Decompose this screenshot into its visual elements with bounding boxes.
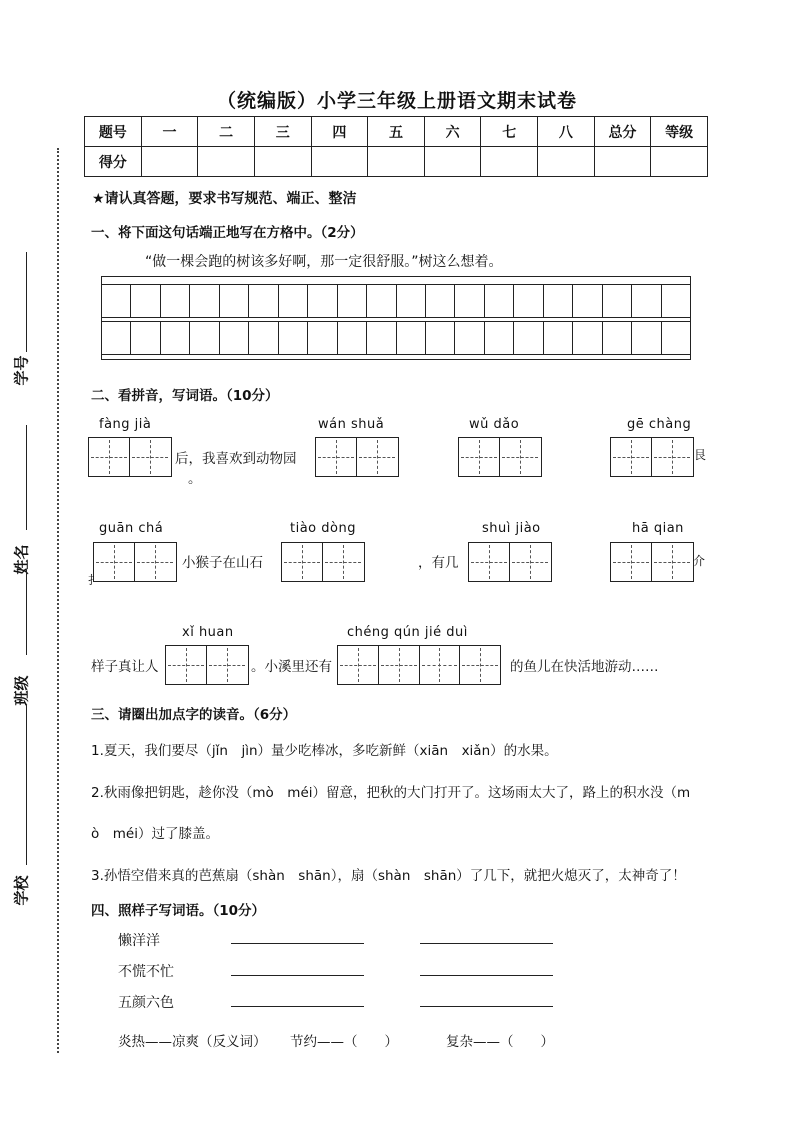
tianzige-shuijiao[interactable] bbox=[468, 542, 552, 582]
section1-heading: 一、将下面这句话端正地写在方格中。（2分） bbox=[91, 225, 364, 241]
writing-grid-cell[interactable] bbox=[514, 322, 543, 354]
writing-grid-cell[interactable] bbox=[190, 322, 219, 354]
pinyin-haqian: hā qian bbox=[632, 521, 684, 536]
writing-grid-cell[interactable] bbox=[603, 285, 632, 317]
pinyin-wudao: wǔ dǎo bbox=[469, 417, 520, 432]
writing-grid-cell[interactable] bbox=[455, 285, 484, 317]
student-id-line[interactable] bbox=[26, 252, 27, 352]
instructions-notice: ★请认真答题，要求书写规范、端正、整洁 bbox=[92, 191, 357, 207]
page-title: （统编版）小学三年级上册语文期末试卷 bbox=[216, 90, 577, 112]
score-col-6: 六 bbox=[424, 117, 481, 147]
writing-grid-row-1 bbox=[102, 284, 690, 318]
score-cell[interactable] bbox=[368, 147, 425, 177]
score-header-row bbox=[85, 117, 708, 147]
writing-grid-cell[interactable] bbox=[338, 285, 367, 317]
score-col-5: 五 bbox=[368, 117, 425, 147]
section2-heading: 二、看拼音，写词语。（10分） bbox=[91, 388, 279, 404]
writing-grid-cell[interactable] bbox=[279, 322, 308, 354]
student-id-label: 学号 bbox=[12, 355, 31, 386]
tianzige-wudao[interactable] bbox=[458, 437, 542, 477]
writing-grid-cell[interactable] bbox=[397, 285, 426, 317]
writing-grid-cell[interactable] bbox=[220, 285, 249, 317]
writing-grid-cell[interactable] bbox=[426, 322, 455, 354]
writing-grid-cell[interactable] bbox=[367, 285, 396, 317]
writing-grid-cell[interactable] bbox=[485, 322, 514, 354]
writing-grid-cell[interactable] bbox=[131, 285, 160, 317]
writing-grid-cell[interactable] bbox=[161, 322, 190, 354]
score-col-label: 题号 bbox=[85, 117, 142, 147]
name-label: 姓名 bbox=[12, 544, 31, 575]
score-col-1: 一 bbox=[141, 117, 198, 147]
question3-2a: 2.秋雨像把钥匙，趁你没（mò méi）留意，把秋的大门打开了。这场雨太大了，路上的积水没（m bbox=[91, 785, 691, 801]
text-monkey: 小猴子在山石 bbox=[182, 555, 263, 571]
writing-grid-cell[interactable] bbox=[662, 322, 690, 354]
writing-grid-cell[interactable] bbox=[573, 285, 602, 317]
section1-sentence: “做一棵会跑的树该多好啊，那一定很舒服。”树这么想着。 bbox=[145, 254, 503, 270]
writing-grid-cell[interactable] bbox=[131, 322, 160, 354]
answer-blank[interactable] bbox=[420, 975, 553, 976]
question3-3: 3.孙悟空借来真的芭蕉扇（shàn shān），扇（shàn shān）了几下，就把火熄灭了，太神奇了！ bbox=[91, 868, 686, 884]
answer-blank[interactable] bbox=[231, 1006, 364, 1007]
question3-1: 1.夏天，我们要尽（jǐn jìn）量少吃棒冰，多吃新鲜（xiān xiǎn）的水果。 bbox=[91, 743, 558, 759]
score-cell[interactable] bbox=[198, 147, 255, 177]
writing-grid-cell[interactable] bbox=[662, 285, 690, 317]
pinyin-wanshua: wán shuǎ bbox=[318, 417, 385, 432]
text-fragment: 扌 bbox=[88, 573, 101, 587]
tianzige-guancha[interactable] bbox=[93, 542, 177, 582]
answer-blank[interactable] bbox=[231, 943, 364, 944]
text-fragment: 。 bbox=[188, 471, 202, 487]
score-cell[interactable] bbox=[141, 147, 198, 177]
score-cell[interactable] bbox=[424, 147, 481, 177]
section4-heading: 四、照样子写词语。（10分） bbox=[91, 903, 266, 919]
text-after-fangjia: 后，我喜欢到动物园 bbox=[175, 451, 297, 467]
writing-grid-cell[interactable] bbox=[514, 285, 543, 317]
score-col-total: 总分 bbox=[594, 117, 651, 147]
writing-grid-cell[interactable] bbox=[632, 285, 661, 317]
text-stream: 。小溪里还有 bbox=[251, 659, 332, 675]
example-word-3: 五颜六色 bbox=[118, 995, 174, 1011]
score-col-2: 二 bbox=[198, 117, 255, 147]
school-line[interactable] bbox=[26, 705, 27, 865]
text-fragment: 介 bbox=[693, 554, 706, 568]
antonym-jieyue[interactable]: 节约——（ ） bbox=[290, 1034, 398, 1050]
writing-grid-cell[interactable] bbox=[308, 322, 337, 354]
antonym-fuza[interactable]: 复杂——（ ） bbox=[446, 1034, 554, 1050]
writing-grid-cell[interactable] bbox=[102, 322, 131, 354]
pinyin-gechang: gē chàng bbox=[627, 417, 692, 432]
binding-dotted-line bbox=[57, 148, 59, 1053]
score-row-label: 得分 bbox=[85, 147, 142, 177]
text-fragment: 艮 bbox=[694, 448, 707, 462]
score-col-grade: 等级 bbox=[651, 117, 708, 147]
score-col-3: 三 bbox=[254, 117, 311, 147]
section3-heading: 三、请圈出加点字的读音。（6分） bbox=[91, 707, 297, 723]
score-col-8: 八 bbox=[538, 117, 595, 147]
writing-grid-cell[interactable] bbox=[573, 322, 602, 354]
question3-2b: ò méi）过了膝盖。 bbox=[91, 826, 219, 842]
score-cell[interactable] bbox=[651, 147, 708, 177]
writing-grid-cell[interactable] bbox=[190, 285, 219, 317]
score-cell[interactable] bbox=[538, 147, 595, 177]
writing-grid-cell[interactable] bbox=[161, 285, 190, 317]
pinyin-shuijiao: shuì jiào bbox=[482, 521, 541, 536]
writing-grid-row-2 bbox=[102, 321, 690, 355]
tianzige-haqian[interactable] bbox=[610, 542, 694, 582]
class-line[interactable] bbox=[26, 570, 27, 655]
writing-grid-cell[interactable] bbox=[632, 322, 661, 354]
writing-grid-cell[interactable] bbox=[220, 322, 249, 354]
writing-grid-cell[interactable] bbox=[485, 285, 514, 317]
class-label: 班级 bbox=[12, 675, 31, 706]
tianzige-gechang[interactable] bbox=[610, 437, 694, 477]
score-value-row bbox=[85, 147, 708, 177]
tianzige-wanshua[interactable] bbox=[315, 437, 399, 477]
writing-grid-cell[interactable] bbox=[249, 322, 278, 354]
score-cell[interactable] bbox=[481, 147, 538, 177]
score-cell[interactable] bbox=[594, 147, 651, 177]
score-table bbox=[84, 116, 708, 177]
answer-blank[interactable] bbox=[420, 1006, 553, 1007]
text-fish: 的鱼儿在快活地游动…… bbox=[510, 659, 659, 675]
writing-grid-cell[interactable] bbox=[102, 285, 131, 317]
writing-grid bbox=[101, 276, 691, 360]
answer-blank[interactable] bbox=[420, 943, 553, 944]
pinyin-chengqunjiedui: chéng qún jié duì bbox=[347, 625, 468, 640]
text-yangzi: 样子真让人 bbox=[91, 659, 159, 675]
pinyin-tiaodong: tiào dòng bbox=[290, 521, 356, 536]
writing-grid-cell[interactable] bbox=[338, 322, 367, 354]
school-label: 学校 bbox=[12, 875, 31, 906]
score-cell[interactable] bbox=[311, 147, 368, 177]
pinyin-guancha: guān chá bbox=[99, 521, 164, 536]
writing-grid-cell[interactable] bbox=[308, 285, 337, 317]
writing-grid-cell[interactable] bbox=[603, 322, 632, 354]
tianzige-tiaodong[interactable] bbox=[281, 542, 365, 582]
score-col-4: 四 bbox=[311, 117, 368, 147]
writing-grid-cell[interactable] bbox=[397, 322, 426, 354]
example-word-2: 不慌不忙 bbox=[118, 964, 174, 980]
pinyin-xihuan: xǐ huan bbox=[182, 625, 234, 640]
pinyin-fangjia: fàng jià bbox=[99, 417, 152, 432]
name-line[interactable] bbox=[26, 425, 27, 530]
writing-grid-cell[interactable] bbox=[455, 322, 484, 354]
writing-grid-cell[interactable] bbox=[249, 285, 278, 317]
text-youji: ，有几 bbox=[418, 555, 459, 571]
writing-grid-cell[interactable] bbox=[544, 322, 573, 354]
tianzige-fangjia[interactable] bbox=[88, 437, 172, 477]
answer-blank[interactable] bbox=[231, 975, 364, 976]
example-word-1: 懒洋洋 bbox=[118, 933, 160, 949]
writing-grid-cell[interactable] bbox=[426, 285, 455, 317]
tianzige-chengqunjiedui[interactable] bbox=[337, 645, 501, 685]
antonym-example: 炎热——凉爽（反义词） bbox=[118, 1034, 267, 1050]
writing-grid-cell[interactable] bbox=[544, 285, 573, 317]
score-cell[interactable] bbox=[254, 147, 311, 177]
score-col-7: 七 bbox=[481, 117, 538, 147]
writing-grid-cell[interactable] bbox=[279, 285, 308, 317]
tianzige-xihuan[interactable] bbox=[165, 645, 249, 685]
writing-grid-cell[interactable] bbox=[367, 322, 396, 354]
